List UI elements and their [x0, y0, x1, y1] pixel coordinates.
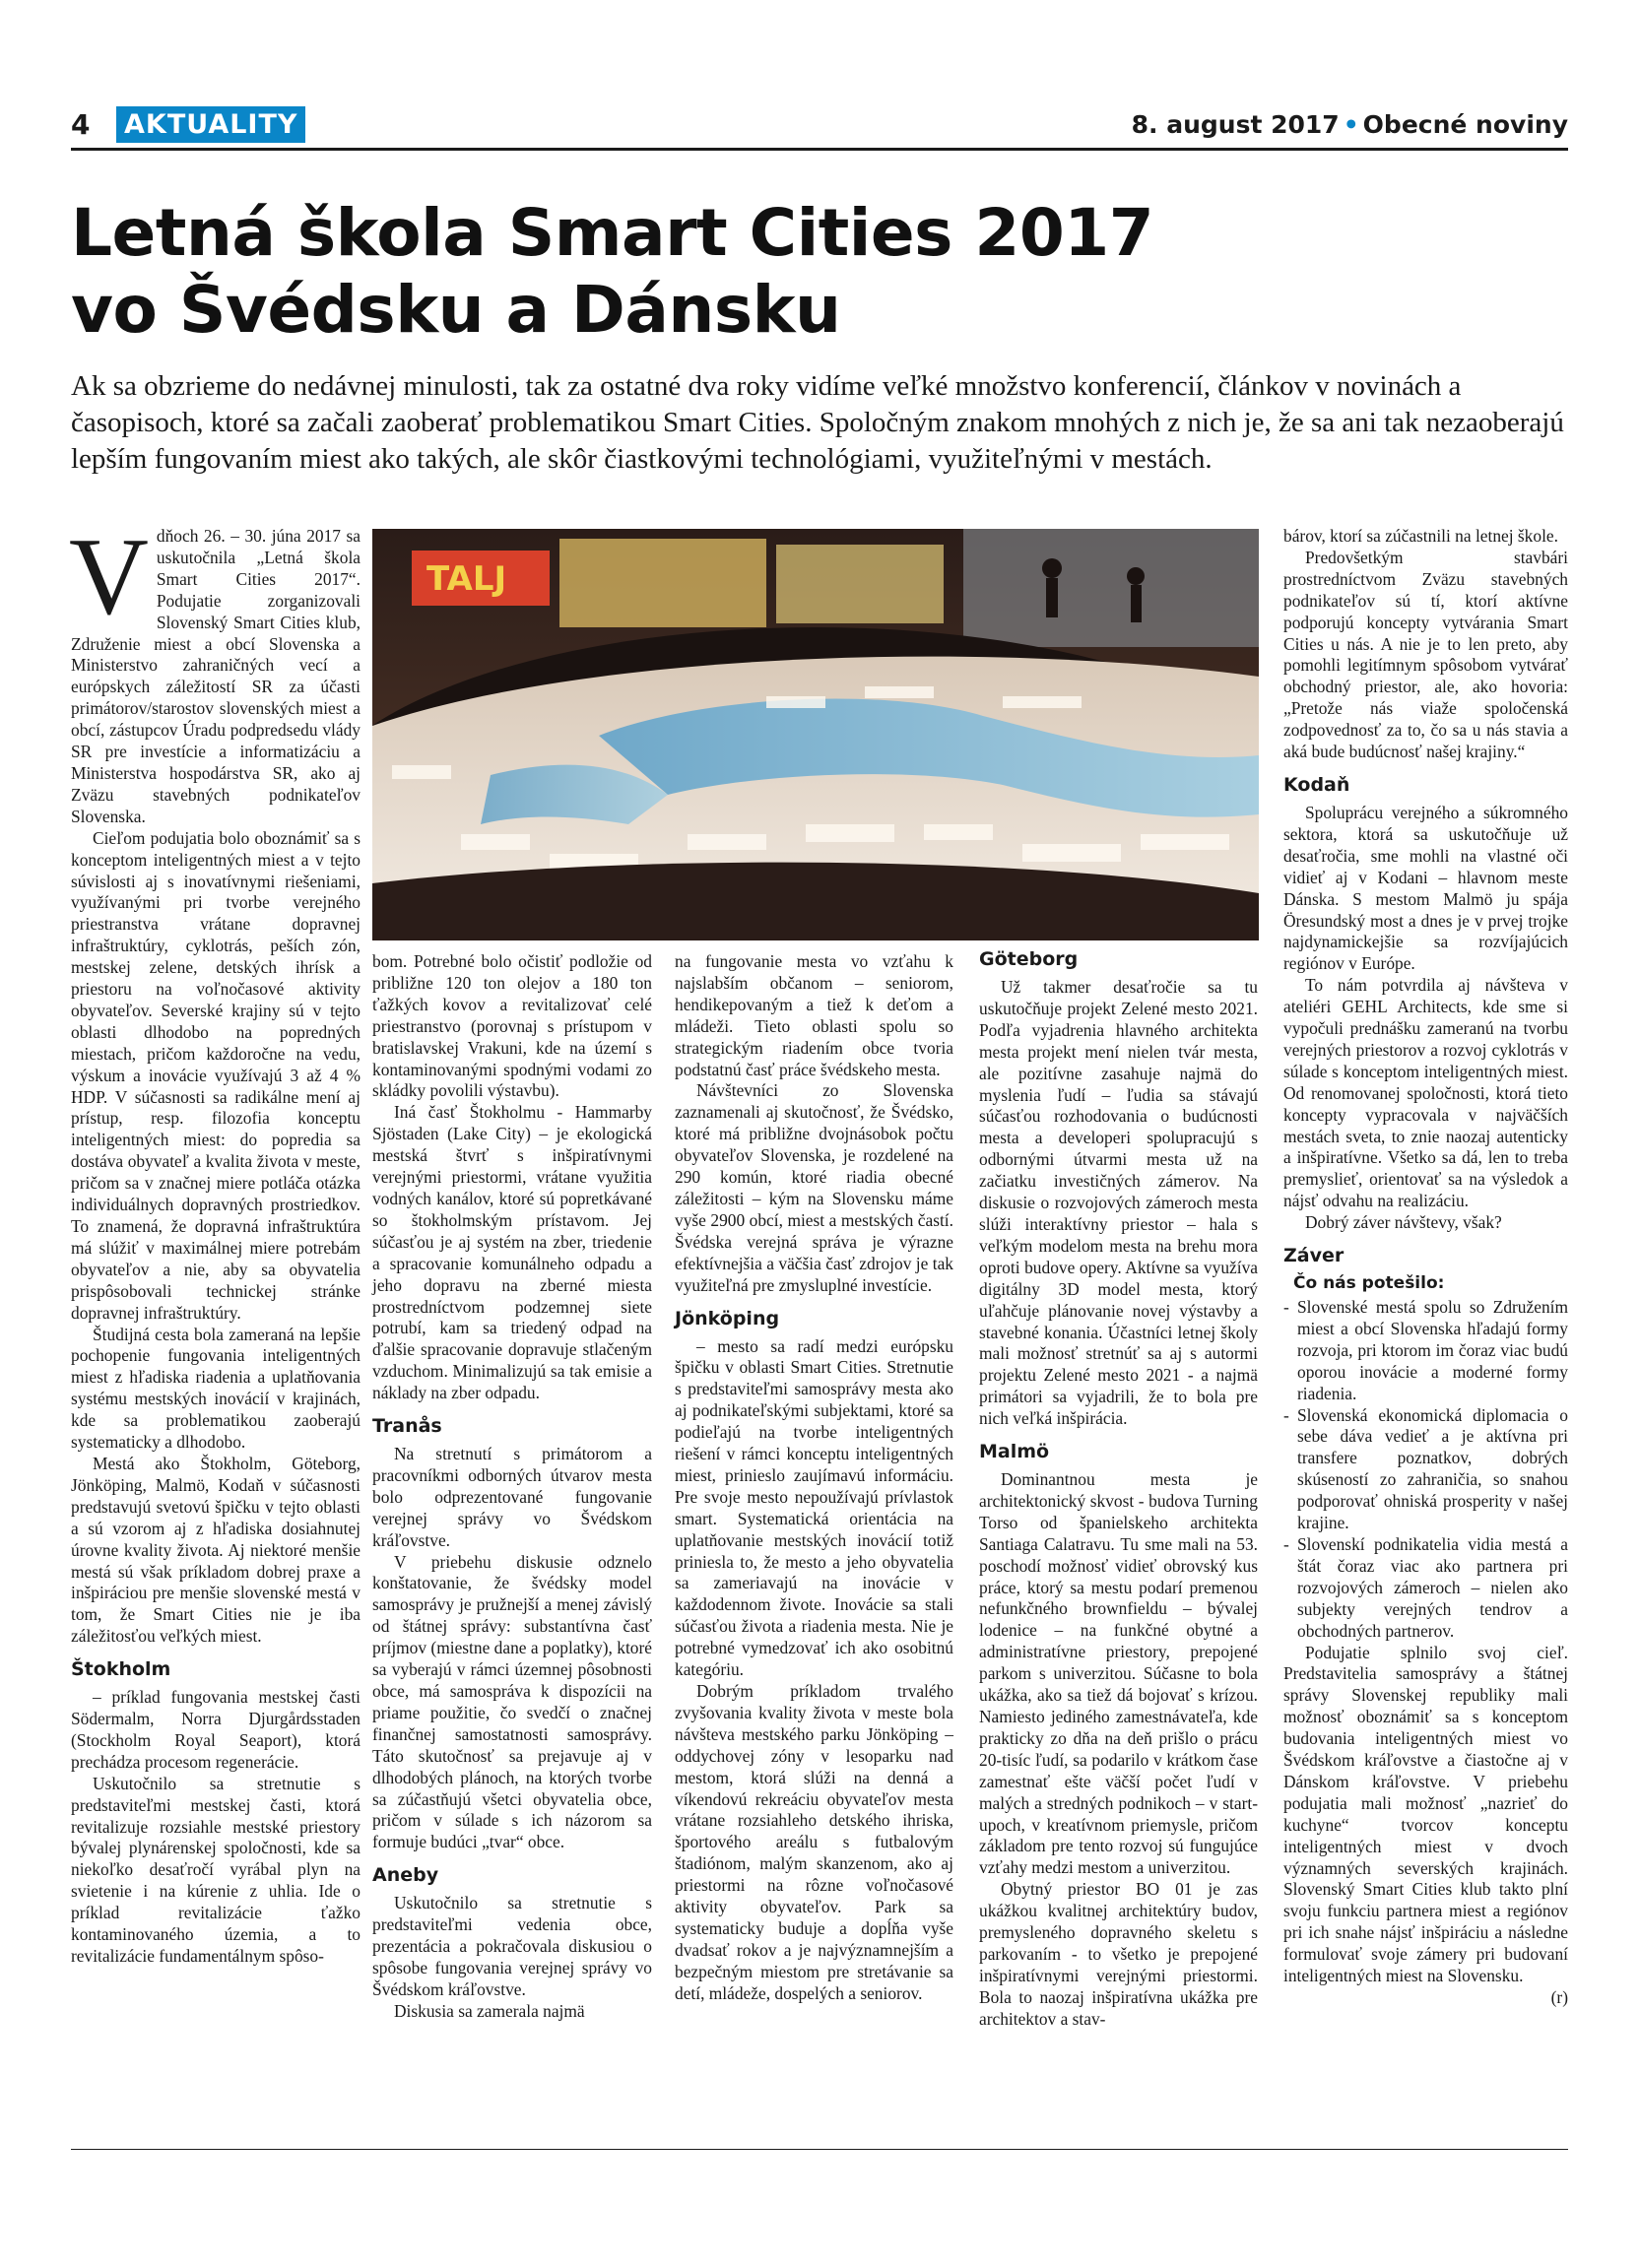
paragraph: na fungovanie mesta vo vzťahu k najslabším občanom – seniorom, hendikepovaným a tiež k deťom a mládeži. Tieto oblasti spolu so strategickým riadením obce tvoria podstatnú časť práce švédskeho mesta.: [675, 951, 953, 1079]
paragraph: – príklad fungovania mestskej časti Södermalm, Norra Djurgårdsstaden (Stockholm Royal Seaport), ktorá prechádza procesom regenerácie.: [71, 1687, 361, 1772]
paragraph: Uskutočnilo sa stretnutie s predstaviteľmi mestskej časti, ktorá revitalizuje rozsiahle mestské priestory bývalej plynárenskej spoločnosti, kde sa niekoľko desaťročí vyrábal plyn na svietenie i na kúrenie z uhlia. Ide o príklad revitalizácie ťažko kontaminovaného územia, a to revitalizácie fundamentálnym spôso-: [71, 1773, 361, 1966]
column-4: [979, 947, 1258, 2031]
paragraph: bárov, ktorí sa zúčastnili na letnej škole.: [1283, 526, 1558, 546]
paragraph: Na stretnutí s primátorom a pracovníkmi odborných útvarov mesta bolo odprezentované fungovanie verejnej správy vo Švédskom kráľovstve.: [372, 1444, 652, 1550]
paragraph: Návštevníci zo Slovenska zaznamenali aj skutočnosť, že Švédsko, ktoré má približne dvojnásobok počtu obyvateľov Slovenska, je rozdelené na 290 komún, ktoré riadia obecné záležitosti – kým na Slovensku máme vyše 2900 obcí, miest a mestských častí. Švédska verejná správa je výrazne efektívnejšia a väčšia časť zdrojov je tak využiteľná pre zmysluplné investície.: [675, 1080, 953, 1295]
author-signature: (r): [1550, 1987, 1568, 2007]
subheading-zaver: Záver: [1283, 1245, 1345, 1267]
paragraph: Diskusia sa zamerala najmä: [394, 2000, 585, 2021]
subheading-malmo: Malmö: [979, 1441, 1050, 1463]
issue-date: 8. august 2017: [1131, 110, 1340, 139]
column-3: [675, 951, 953, 2005]
bullet-item: - Slovenskí podnikatelia vidia mestá a štát čoraz viac ako partnera pri rozvojových zámeroch – nielen ako subjekty verejných tendrov a obchodných partnerov.: [1283, 1534, 1568, 1643]
subheading-tranas: Tranås: [372, 1415, 442, 1438]
paragraph: V priebehu diskusie odznelo konštatovanie, že švédsky model samosprávy je pružnejší a menej závislý od štátnej správy: substantívna časť príjmov (miestne dane a poplatky), ktoré sa vyberajú v rámci územnej pôsobnosti obce, má samospráva k dispozícii na priame použitie, čo svedčí o značnej finančnej samostatnosti samosprávy. Táto skutočnosť sa prejavuje aj v dlhodobých plánoch, na ktorých tvorbe sa zúčastňujú všetci obyvatelia obce, pričom v súlade s ich názorom sa formuje budúci „tvar“ obce.: [372, 1551, 652, 1852]
subheading-co-nas-potesilo: Čo nás potešilo:: [1293, 1273, 1445, 1294]
subheading-aneby: Aneby: [372, 1864, 439, 1887]
page-number: 4: [71, 108, 91, 141]
exhibit-sign: TALJ: [426, 559, 507, 599]
headline-line-1: Letná škola Smart Cities 2017: [71, 195, 1154, 271]
column-5: [1283, 526, 1568, 2009]
separator: •: [1343, 110, 1359, 139]
paragraph: Podujatie splnilo svoj cieľ. Predstavitelia samosprávy a štátnej správy Slovenskej republiky mali možnosť oboznámiť sa s konceptom budovania inteligentných miest vo Švédskom kráľovstve a čiastočne aj v Dánskom kráľovstve. V priebehu podujatia mali možnosť „nazrieť do kuchyne“ tvorcov konceptu inteligentných miest v dvoch významných severských krajinách. Slovenský Smart Cities klub takto plní svoju funkciu partnera miest a regiónov pri ich snahe nájsť inšpiráciu a následne formulovať svoje zámery pri budovaní inteligentných miest na Slovensku.: [1283, 1642, 1568, 1986]
paragraph: dňoch 26. – 30. júna 2017 sa uskutočnila „Letná škola Smart Cities 2017“. Podujatie zorganizovali Slovenský Smart Cities klub, Združenie miest a obcí Slovenska a Ministerstvo zahraničných vecí a európskych záležitostí SR za účasti primátorov/starostov slovenských miest a obcí, zástupcov Úradu podpredsedu vlády SR pre investície a informatizáciu a Ministerstva hospodárstva SR, ako aj Zväzu stavebných podnikateľov Slovenska.: [71, 526, 361, 826]
subheading-kodan: Kodaň: [1283, 773, 1350, 796]
bullet-item: - Slovenské mestá spolu so Združením miest a obcí Slovenska hľadajú formy rozvoja, pri ktorom im čoraz viac budú oporou inovácie a moderné formy riadenia.: [1283, 1297, 1568, 1405]
footer-rule: [71, 2149, 1568, 2150]
paragraph: To nám potvrdila aj návšteva v ateliéri GEHL Architects, kde sme si vypočuli prednášku zameranú na tvorbu verejných priestorov a rozvoj cyklotrás v súlade s konceptom inteligentných miest. Od renomovanej spoločnosti, ktorá tieto koncepty vypracovala v najväčších mestách sveta, to znie naozaj autenticky a inšpiratívne. Všetko sa dá, len to treba premyslieť, orientovať sa na výsledok a nájsť odvahu na realizáciu.: [1283, 975, 1568, 1211]
paragraph: – mesto sa radí medzi európsku špičku v oblasti Smart Cities. Stretnutie s predstaviteľmi samosprávy mesta ako aj podnikateľskými subjektami, ktoré sa podieľajú na tvorbe inteligentných riešení v rámci konceptu inteligentných miest, prinieslo zaujímavú informáciu. Pre svoje mesto nepoužívajú prívlastok smart. Systematická orientácia na uplatňovanie mestských inovácií totiž priniesla to, že mesto a jeho obyvatelia sa zameriavajú na inovácie v každodennom živote. Inovácie sa stali súčasťou života a riadenia mesta. Nie je potrebné vymedzovať ich ako osobitnú kategóriu.: [675, 1335, 953, 1680]
column-1: [69, 516, 361, 1968]
header-rule: [71, 148, 1568, 151]
paragraph: Dominantnou mesta je architektonický skvost - budova Turning Torso od španielskeho architekta Santiaga Calatravu. Tu sme mali na 53. poschodí možnosť vidieť obrovský kus práce, ktorý sa mestu podarí premenou nefunkčného brownfieldu – bývalej lodenice – na funkčné obytné a administratívne priestory, prepojené parkom s univerzitou. Súčasne to bola ukážka, ako sa tiež dá bojovať s krízou. Namiesto jediného zamestnávateľa, kde prakticky zo dňa na deň prišlo o prácu 20-tisíc ľudí, sa podarilo v krátkom čase zamestnať ešte väčší počet ľudí v malých a stredných podnikoch – v start-upoch, v kreatívnom priemysle, pričom základom pre tento rozvoj sú fungujúce vzťahy medzi mestom a univerzitou.: [979, 1469, 1258, 1878]
paragraph: Cieľom podujatia bolo oboznámiť sa s konceptom inteligentných miest a v tejto súvislosti aj s inovatívnymi riešeniami, využívanými pri tvorbe verejného priestranstva vrátane dopravnej infraštruktúry, cyklotrás, peších zón, mestskej zelene, detských ihrísk a priestoru na voľnočasové aktivity obyvateľov. Severské krajiny sú v tejto oblasti dlhodobo na popredných miestach, pričom každoročne na vedu, výskum a inovácie využívajú 3 až 4 % HDP. V súčasnosti sa radikálne mení aj prístup, resp. filozofia konceptu inteligentných miest: do popredia sa dostáva obyvateľ a kvalita života v meste, pričom sa v značnej miere potláča otázka individuálnych dopravných prostriedkov. To znamená, že dopravná infraštruktúra má slúžiť v maximálnej miere potrebám obyvateľov a nie, aby sa obyvatelia prispôsobovali technickej stránke dopravnej infraštruktúry.: [71, 827, 361, 1323]
paragraph: Uskutočnilo sa stretnutie s predstaviteľmi vedenia obce, prezentácia a pokračovala diskusiou o spôsobe fungovania verejnej správy vo Švédskom kráľovstve.: [372, 1893, 652, 1999]
subheading-stockholm: Štokholm: [71, 1658, 171, 1681]
drop-cap: V: [69, 516, 149, 638]
section-label: AKTUALITY: [116, 106, 305, 143]
publication-name: Obecné noviny: [1362, 110, 1568, 139]
headline: [71, 195, 1450, 349]
column-2: [372, 951, 652, 2023]
page-header: [71, 102, 1568, 150]
paragraph: Mestá ako Štokholm, Göteborg, Jönköping, Malmö, Kodaň v súčasnosti predstavujú svetovú špičku v tejto oblasti a sú vzorom aj z hľadiska dosiahnutej úrovne kvality života. Aj niektoré menšie mestá sú však príkladom dobrej praxe a inšpiráciou pre menšie slovenské mestá v tom, že Smart Cities nie je iba záležitosťou veľkých miest.: [71, 1453, 361, 1647]
paragraph: Študijná cesta bola zameraná na lepšie pochopenie fungovania inteligentných miest z hľadiska riadenia a uplatňovania systému mestských inovácií v krajinách, kde sa problematikou zaoberajú systematicky a dlhodobo.: [71, 1324, 361, 1453]
city-model-photo: [372, 529, 1259, 940]
paragraph: Spoluprácu verejného a súkromného sektora, ktorá sa uskutočňuje už desaťročia, sme mohli na vlastné oči vidieť aj v Kodani – hlavnom meste Dánska. S mestom Malmö ju spája Öresundský most a dnes je v prvej trojke najdynamickejšie sa rozvíjajúcich regiónov v Európe.: [1283, 802, 1568, 974]
paragraph: Predovšetkým stavbári prostredníctvom Zväzu stavebných podnikateľov sú tí, ktorí aktívne podporujú koncepty vytvárania Smart Cities u nás. A nie je to len preto, aby pomohli legitímnym spôsobom vytvárať obchodný priestor, ale, ako hovoria: „Pretože nás viaže spoločenská zodpovednosť za to, čo sa u nás stavia a aká bude budúcnosť našej krajiny.“: [1283, 547, 1568, 762]
subheading-jonkoping: Jönköping: [675, 1307, 780, 1329]
paragraph: bom. Potrebné bolo očistiť podložie od približne 120 ton olejov a 180 ton ťažkých kovov a revitalizovať celé priestranstvo (porovnaj s prístupom v bratislavskej Vrakuni, kde na území s kontaminovanými spodnými vodami zo skládky povolili výstavbu).: [372, 951, 652, 1101]
headline-line-2: vo Švédsku a Dánsku: [71, 272, 841, 348]
subheading-goteborg: Göteborg: [979, 948, 1079, 970]
photo-illustration: [372, 529, 1259, 940]
paragraph: Už takmer desaťročie sa tu uskutočňuje projekt Zelené mesto 2021. Podľa vyjadrenia hlavného architekta mesta projekt mení nielen tvár mesta, ale pozitívne zasahuje najmä do myslenia ľudí – ľudia sa stávajú súčasťou rozhodovania o budúcnosti mesta a developeri spolupracujú s odbornými útvarmi mesta už na začiatku investičných zámerov. Na diskusie o rozvojových zámeroch mesta slúži interaktívny priestor – hala s veľkým modelom mesta na brehu mora oproti budove opery. Aktívne sa využíva digitálny 3D model mesta, ktorý uľahčuje plánovanie novej výstavby a stavebné konania. Účastníci letnej školy mali možnosť stretnúť sa aj s autormi projektu Zelené mesto 2021 - a najmä primátori sa vyjadrili, že to bola pre nich veľká inšpirácia.: [979, 977, 1258, 1429]
bullet-item: - Slovenská ekonomická diplomacia o sebe dáva vedieť a je aktívna pri transfere poznatkov, dobrých skúseností zo zahraničia, so snahou podporovať ohniská prosperity v našej krajine.: [1283, 1405, 1568, 1534]
paragraph: Dobrý záver návštevy, však?: [1305, 1212, 1502, 1233]
lead-paragraph: Ak sa obzrieme do nedávnej minulosti, tak za ostatné dva roky vidíme veľké množstvo konferencií, článkov v novinách a časopisoch, ktoré sa začali zaoberať problematikou Smart Cities. Spoločným znakom mnohých z nich je, že sa ani tak nezaoberajú lepším fungovaním miest ako takých, ale skôr čiastkovými technológiami, využiteľnými v mestách.: [71, 370, 1564, 475]
paragraph: Dobrým príkladom trvalého zvyšovania kvality života v meste bola návšteva mestského parku Jönköping – oddychovej zóny v lesoparku nad mestom, ktorá slúži na denná a víkendovú rekreáciu obyvateľov mesta vrátane rozsiahleho detského ihriska, športového areálu s futbalovým štadiónom, malým skanzenom, ako aj priestormi na rôzne voľnočasové aktivity obyvateľov. Park sa systematicky buduje a dopĺňa vyše dvadsať rokov a je najvýznamnejším a bezpečným miestom pre stretávanie sa detí, mládeže, dospelých a seniorov.: [675, 1681, 953, 2003]
issue-info: [1132, 110, 1568, 139]
paragraph: Iná časť Štokholmu - Hammarby Sjöstaden (Lake City) – je ekologická mestská štvrť s inšpiratívnymi verejnými priestormi, vrátane využitia vodných kanálov, ktoré sú popretkávané so štokholmským prístavom. Jej súčasťou je aj systém na zber, triedenie a spracovanie komunálneho odpadu a jeho dopravu na zberné miesta prostredníctvom podzemnej siete potrubí, kam sa triedený odpad na ďalšie spracovanie dopravuje stlačeným vzduchom. Minimalizujú sa tak emisie a náklady na zber odpadu.: [372, 1102, 652, 1403]
paragraph: Obytný priestor BO 01 je zas ukážkou kvalitnej architektúry budov, premysleného dopravného skeletu s parkovaním - to všetko je prepojené inšpiratívnymi verejnými priestormi. Bola to naozaj inšpiratívna ukážka pre architektov a stav-: [979, 1879, 1258, 2029]
